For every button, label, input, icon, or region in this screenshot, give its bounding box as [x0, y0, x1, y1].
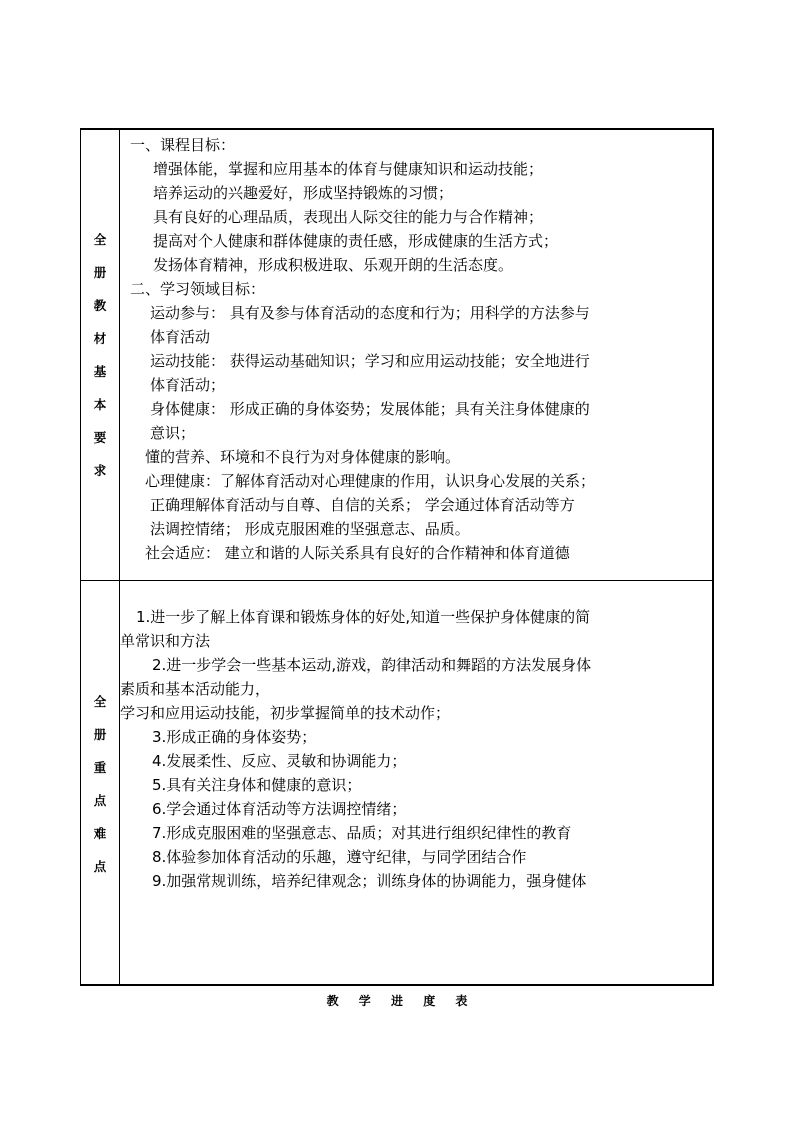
- row-label-char: 本: [93, 397, 107, 412]
- list-item: 7.形成克服困难的坚强意志、品质；对其进行组织纪律性的教育: [152, 824, 572, 842]
- list-item: 2.进一步学会一些基本运动,游戏，韵律活动和舞蹈的方法发展身体: [152, 656, 592, 674]
- text-line: 运动技能： 获得运动基础知识；学习和应用运动技能；安全地进行: [150, 352, 590, 370]
- text-line: 培养运动的兴趣爱好，形成坚持锻炼的习惯；: [153, 184, 454, 202]
- title-char: 学: [358, 994, 371, 1008]
- row-label-char: 册: [93, 265, 107, 280]
- text-line: 增强体能，掌握和应用基本的体育与健康知识和运动技能；: [153, 160, 544, 178]
- requirements-table: [80, 128, 714, 986]
- row-label-char: 要: [93, 430, 107, 445]
- text-line: 意识；: [150, 424, 196, 442]
- row-label-char: 基: [93, 364, 107, 379]
- text-line: 学习和应用运动技能，初步掌握简单的技术动作；: [120, 704, 451, 722]
- text-line: 身体健康： 形成正确的身体姿势；发展体能；具有关注身体健康的: [150, 400, 590, 418]
- list-item: 1.进一步了解上体育课和锻炼身体的好处,知道一些保护身体健康的简: [136, 608, 591, 626]
- title-char: 进: [390, 994, 403, 1008]
- row-label-key-difficulties: [81, 581, 120, 986]
- list-item: 9.加强常规训练，培养纪律观念；训练身体的协调能力，强身健体: [152, 872, 587, 890]
- row-label-char: 难: [93, 825, 107, 841]
- list-item: 4.发展柔性、反应、灵敏和协调能力；: [152, 752, 407, 770]
- text-line: 发扬体育精神，形成积极进取、乐观开朗的生活态度。: [153, 256, 514, 274]
- text-line: 正确理解体育活动与自尊、自信的关系； 学会通过体育活动等方: [150, 496, 575, 514]
- row-label-char: 材: [93, 331, 107, 346]
- key-difficulties-content: [120, 581, 712, 986]
- table-row-basic-requirements: [81, 130, 712, 581]
- list-item: 3.形成正确的身体姿势；: [152, 728, 317, 746]
- text-line: 运动参与： 具有及参与体育活动的态度和行为；用科学的方法参与: [150, 304, 590, 322]
- section-heading: 二、学习领域目标：: [130, 280, 266, 298]
- text-line: 体育活动；: [150, 376, 226, 394]
- text-line: 社会适应： 建立和谐的人际关系具有良好的合作精神和体育道德: [145, 544, 570, 562]
- row-label-char: 点: [93, 792, 107, 808]
- text-line: 单常识和方法: [120, 632, 211, 650]
- list-item: 8.体验参加体育活动的乐趣，遵守纪律，与同学团结合作: [152, 848, 527, 866]
- table-row-key-difficulties: [81, 581, 712, 986]
- text-line: 提高对个人健康和群体健康的责任感，形成健康的生活方式；: [153, 232, 559, 250]
- list-item: 6.学会通过体育活动等方法调控情绪；: [152, 800, 407, 818]
- title-char: 度: [423, 994, 436, 1008]
- list-item: 5.具有关注身体和健康的意识；: [152, 776, 362, 794]
- row-label-basic-requirements: [81, 130, 120, 580]
- row-label-char: 求: [93, 463, 107, 478]
- basic-requirements-content: [120, 130, 712, 580]
- text-line: 法调控情绪； 形成克服困难的坚强意志、品质。: [150, 520, 470, 538]
- text-line: 体育活动: [150, 328, 211, 346]
- row-label-char: 全: [93, 232, 107, 247]
- row-label-char: 点: [93, 858, 107, 874]
- text-line: 素质和基本活动能力，: [120, 680, 271, 698]
- text-line: 具有良好的心理品质，表现出人际交往的能力与合作精神；: [153, 208, 544, 226]
- section-heading: 一、课程目标：: [130, 136, 236, 154]
- title-char: 教: [326, 994, 339, 1008]
- row-label-char: 全: [93, 693, 107, 709]
- row-label-char: 教: [93, 298, 107, 313]
- row-label-char: 册: [93, 726, 107, 742]
- schedule-title: [0, 992, 794, 1009]
- row-label-char: 重: [93, 759, 107, 775]
- text-line: 懂的营养、环境和不良行为对身体健康的影响。: [145, 448, 461, 466]
- text-line: 心理健康：了解体育活动对心理健康的作用，认识身心发展的关系；: [145, 472, 596, 490]
- title-char: 表: [455, 994, 468, 1008]
